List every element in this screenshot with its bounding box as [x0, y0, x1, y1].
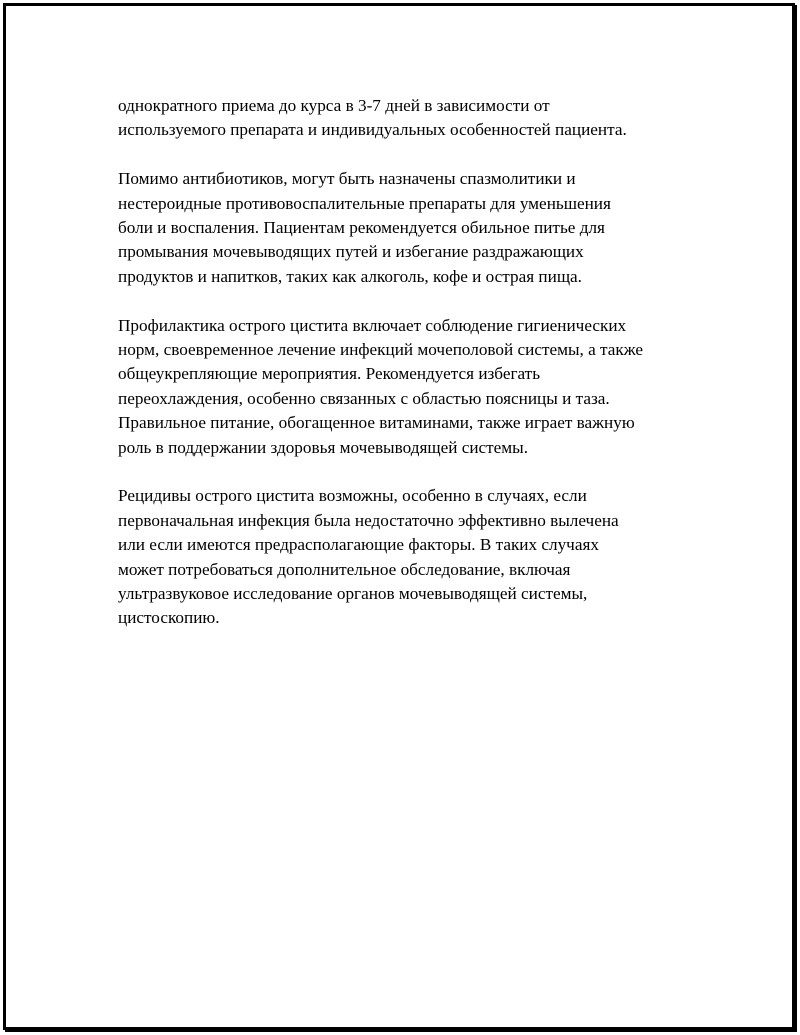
document-body [118, 94, 718, 655]
text-line: переохлаждения, особенно связанных с областью поясницы и таза. [118, 388, 610, 408]
text-line: роль в поддержании здоровья мочевыводящей системы. [118, 437, 529, 457]
text-line: общеукрепляющие мероприятия. Рекомендуется избегать [118, 364, 541, 384]
text-line: норм, своевременное лечение инфекций мочеполовой системы, а также [118, 340, 644, 360]
text-line: цистоскопию. [118, 608, 220, 628]
text-line: Профилактика острого цистита включает соблюдение гигиенических [118, 315, 627, 335]
text-line: боли и воспаления. Пациентам рекомендуется обильное питье для [118, 218, 605, 238]
text-line: или если имеются предрасполагающие факторы. В таких случаях [118, 535, 599, 555]
text-line: однократного приема до курса в 3-7 дней в зависимости от [118, 96, 550, 115]
text-line: продуктов и напитков, таких как алкоголь, кофе и острая пища. [118, 266, 582, 286]
text-line: ультразвуковое исследование органов мочевыводящей системы, [118, 584, 588, 604]
paragraph-prevention [118, 314, 718, 460]
text-line: Рецидивы острого цистита возможны, особенно в случаях, если [118, 486, 587, 506]
text-line: может потребоваться дополнительное обследование, включая [118, 559, 571, 579]
text-line: первоначальная инфекция была недостаточно эффективно вылечена [118, 510, 619, 530]
paragraph-additional-therapy [118, 167, 718, 289]
paragraph-recurrence [118, 484, 718, 630]
text-line: Помимо антибиотиков, могут быть назначены спазмолитики и [118, 169, 576, 189]
text-line: используемого препарата и индивидуальных особенностей пациента. [118, 120, 627, 140]
text-line: нестероидные противовоспалительные препараты для уменьшения [118, 193, 611, 213]
text-line: промывания мочевыводящих путей и избегание раздражающих [118, 242, 584, 262]
paragraph-treatment-duration [118, 94, 718, 143]
text-line: Правильное питание, обогащенное витаминами, также играет важную [118, 413, 635, 433]
